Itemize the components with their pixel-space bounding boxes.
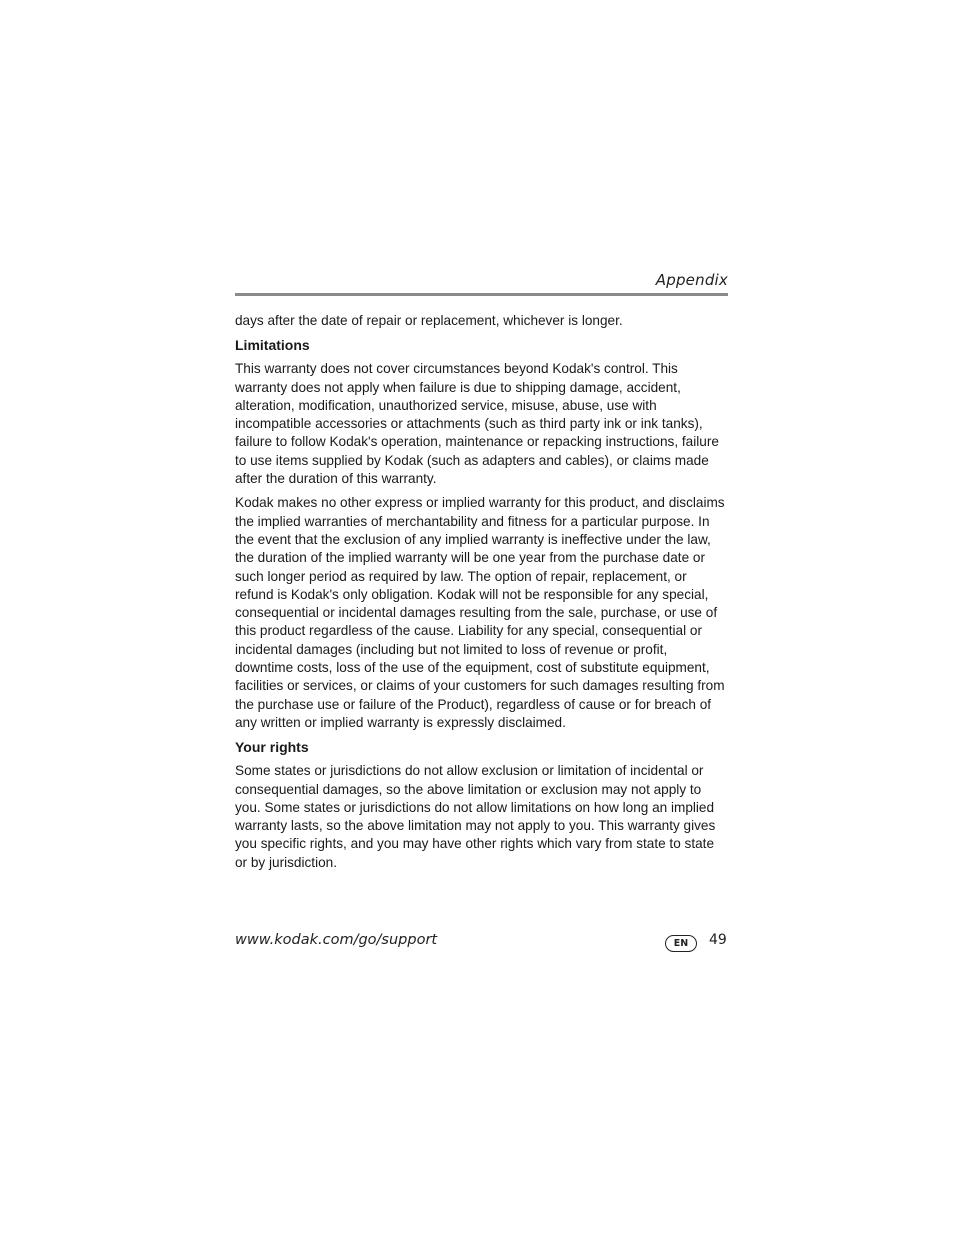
your-rights-paragraph: Some states or jurisdictions do not allow exclusion or limitation of incidental or consequential damages, so the above limitation or exclusion may not apply to you. Some states or jurisdictions do not allow limitations on how long an implied warranty lasts, so the above limitation may not apply to you. This warranty gives you specific rights, and you may have other rights which vary from state to state or by jurisdiction. <box>235 763 716 870</box>
page-footer <box>235 932 728 956</box>
limitations-paragraph-2: Kodak makes no other express or implied warranty for this product, and disclaims the implied warranties of merchantability and fitness for a particular purpose. In the event that the exclusion of any implied warranty is ineffective under the law, the duration of the implied warranty will be one year from the purchase date or such longer period as required by law. The option of repair, replacement, or refund is Kodak's only obligation. Kodak will not be responsible for any special, consequential or incidental damages resulting from the sale, purchase, or use of this product regardless of the cause. Liability for any special, consequential or incidental damages (including but not limited to loss of revenue or profit, downtime costs, loss of the use of the equipment, cost of substitute equipment, facilities or services, or claims of your customers for such damages resulting from the purchase use or failure of the Product), regardless of cause or for breach of any written or implied warranty is expressly disclaimed. <box>235 495 725 730</box>
limitations-heading: Limitations <box>235 337 310 354</box>
document-body <box>235 312 728 878</box>
support-url-link[interactable]: www.kodak.com/go/support <box>235 932 438 948</box>
limitations-paragraph-1: This warranty does not cover circumstances beyond Kodak's control. This warranty does not apply when failure is due to shipping damage, accident, alteration, modification, unauthorized service, misuse, abuse, use with incompatible accessories or attachments (such as third party ink or ink tanks), failure to follow Kodak's operation, maintenance or repacking instructions, failure to use items supplied by Kodak (such as adapters and cables), or claims made after the duration of this warranty. <box>235 361 719 487</box>
language-badge: EN <box>665 935 697 952</box>
header-divider <box>235 293 728 296</box>
document-page <box>235 0 728 1235</box>
intro-paragraph: days after the date of repair or replacement, whichever is longer. <box>235 313 623 328</box>
section-title: Appendix <box>655 271 728 289</box>
page-number: 49 <box>709 932 727 948</box>
your-rights-heading: Your rights <box>235 739 309 756</box>
